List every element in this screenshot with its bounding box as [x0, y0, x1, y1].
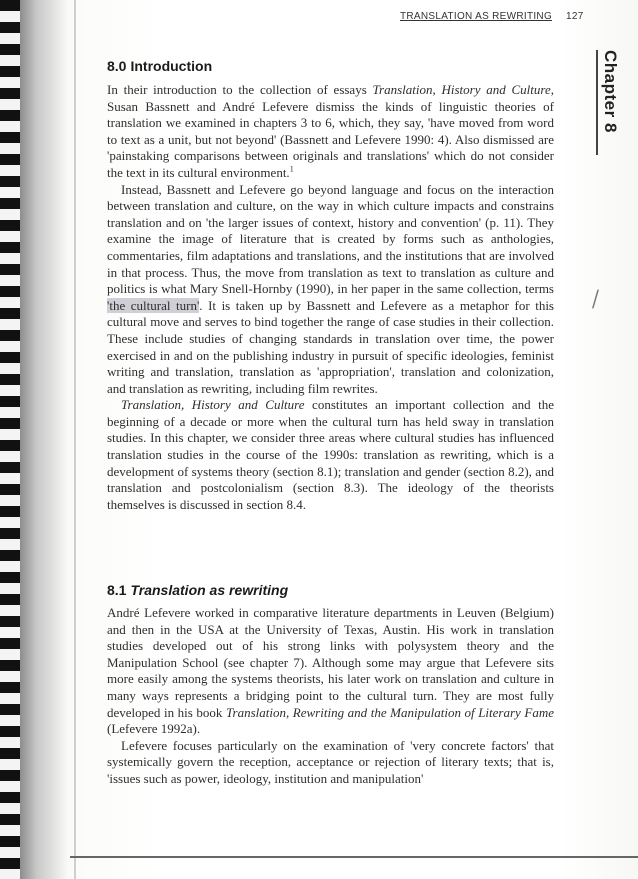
spiral-binding [0, 0, 20, 879]
intro-paragraph-3 [107, 397, 554, 513]
intro-paragraph-2 [107, 182, 554, 398]
chapter-tab [596, 50, 632, 155]
footnote-marker: 1 [289, 164, 294, 174]
section-title: Translation as rewriting [130, 582, 289, 598]
running-title: TRANSLATION AS REWRITING [400, 11, 553, 22]
page-number: 127 [566, 11, 584, 22]
text-run: In their introduction to the collection of essays [107, 82, 373, 97]
section-heading-rewriting [107, 582, 288, 598]
highlighted-phrase: 'the cultural turn' [107, 297, 200, 313]
text-run: , Susan Bassnett and André Lefevere dismiss the kinds of linguistic theories of translation we examined in chapters 3 to 6, which, they say, 'have moved from word to text as a unit, but not beyond' (Bassnett and Lefevere 1990: 4). Also dismissed are 'painstaking comparisons between originals and translations' which do not consider the text in its cultural environment. [107, 82, 554, 180]
section-number: 8.0 [107, 58, 127, 74]
chapter-tab-label: Chapter 8 [601, 50, 620, 133]
text-run: constitutes an important collection and the beginning of a decade or more when the cultural turn has held sway in translation studies. In this chapter, we consider three areas where cultural studies has influenced translation studies in the course of the 1990s: translation as rewriting, which is a development of systems theory (section 8.1); translation and gender (section 8.2), and translation and postcolonialism (section 8.3). The ideology of the theorists themselves is discussed in section 8.4. [107, 397, 554, 512]
binding-shadow [20, 0, 68, 879]
text-run: (Lefevere 1992a). [107, 721, 201, 737]
text-run: Instead, Bassnett and Lefevere go beyond language and focus on the interaction between translation and culture, on the way in which culture impacts and constrains translation and on 'the larger issues of context, history and convention' (p. 11). They examine the image of literature that is created by forms such as anthologies, commentaries, film adaptations and translations, and the institutions that are involved in that process. Thus, the move from translation as text to translation as culture and politics is what Mary Snell-Hornby (1990), in her paper in the same collection, terms [107, 181, 554, 297]
pencil-mark-icon: ⁄ [590, 287, 601, 314]
gutter-line [74, 0, 76, 879]
rewriting-paragraph-1 [107, 605, 554, 738]
text-run: . It is taken up by Bassnett and Lefevere as a metaphor for this cultural move and serves to bind together the range of case studies in their collection. These include studies of changing standards in translation over time, the power exercised in and on the publishing industry in pursuit of specific ideologies, feminist writing and translation, translation as 'appropriation', translation and colonization, and translation as rewriting, including film rewrites. [107, 297, 554, 396]
text-run: Lefevere focuses particularly on the examination of 'very concrete factors' that systemically govern the reception, acceptance or rejection of literary texts; that is, 'issues such as power, ideology, institution and manipulation' [107, 737, 554, 786]
book-title: Translation, History and Culture [121, 397, 305, 413]
rewriting-body [107, 605, 554, 788]
book-title: Translation, Rewriting and the Manipulation of Literary Fame [226, 704, 554, 720]
book-title: Translation, History and Culture [372, 82, 551, 97]
rewriting-paragraph-2 [107, 738, 554, 788]
bottom-edge [70, 856, 638, 858]
intro-paragraph-1 [107, 82, 554, 182]
text-run: André Lefevere worked in comparative literature departments in Leuven (Belgium) and then in the USA at the University of Texas, Austin. His work in translation studies developed out of his strong links with polysystem theory and the Manipulation School (see chapter 7). Although some may argue that Lefevere sits more easily among the systems theorists, his later work on translation and culture in many ways represents a bridging point to the cultural turn. They are most fully developed in his book [107, 605, 554, 720]
intro-body [107, 82, 554, 513]
section-heading-introduction [107, 58, 212, 74]
section-title: Introduction [130, 58, 213, 74]
running-head [400, 11, 584, 22]
section-number: 8.1 [107, 582, 127, 598]
